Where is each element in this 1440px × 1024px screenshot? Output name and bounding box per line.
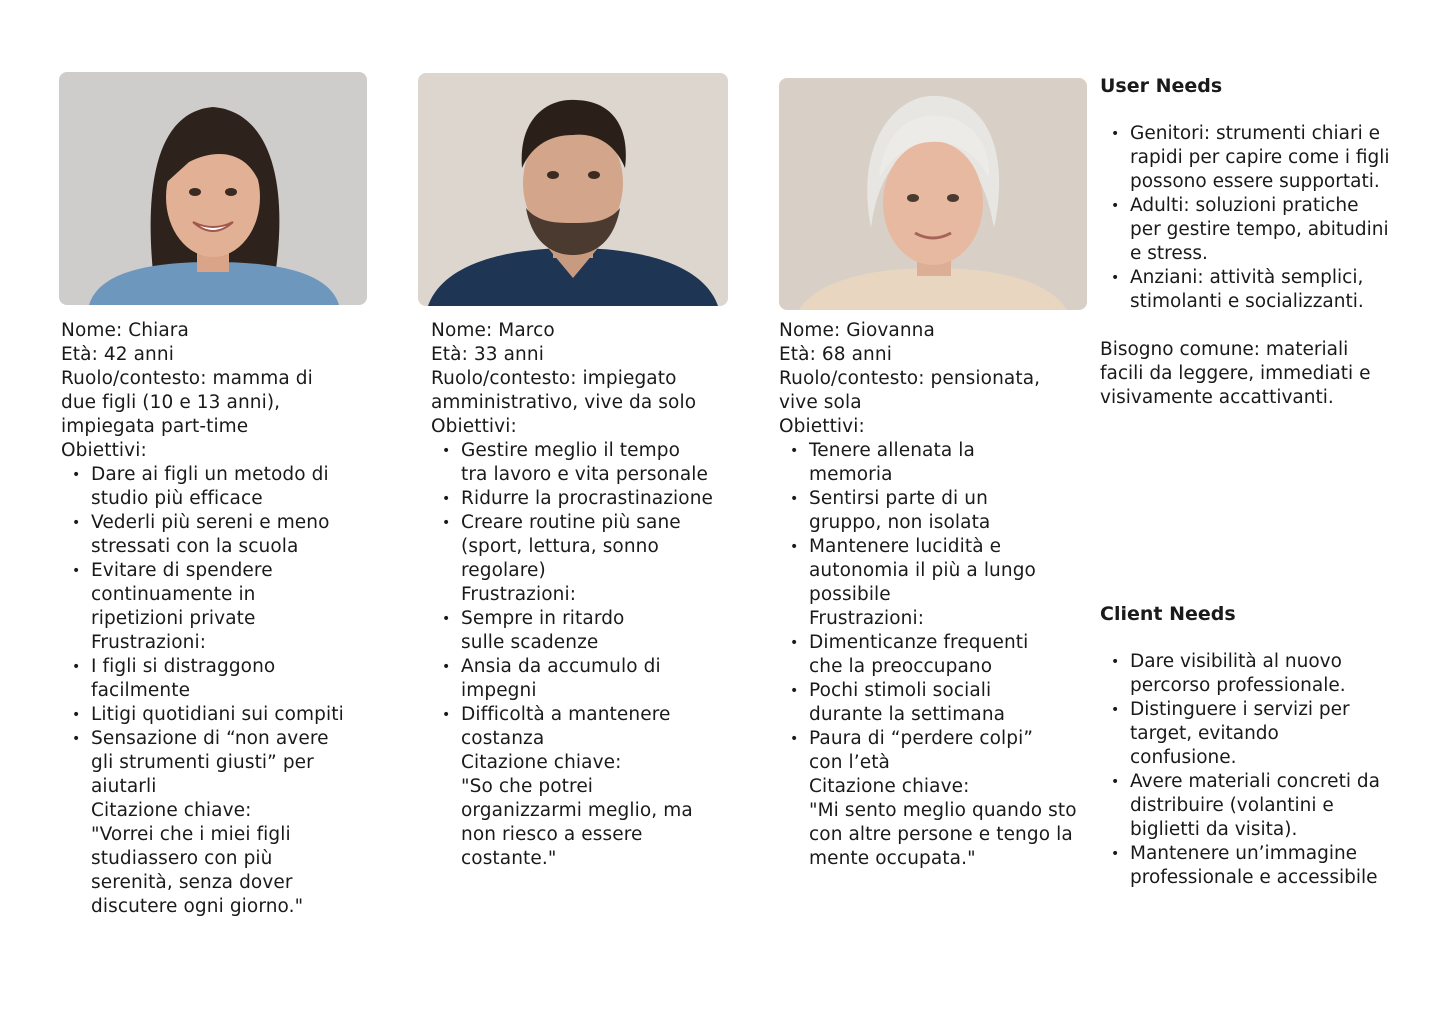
client-needs-section (1100, 602, 1420, 890)
goal-item: • Dare ai figli un metodo di studio più efficace (61, 463, 339, 511)
frustration-item: • Dimenticanze frequenti che la preoccupano (779, 631, 1054, 679)
persona-quote: "Vorrei che i miei figli studiassero con più serenità, senza dover discutere ogni giorno." (91, 824, 304, 917)
frustration-item: • Paura di “perdere colpi” con l’età (779, 727, 1049, 775)
user-needs-title: User Needs (1100, 75, 1223, 97)
client-needs-title: Client Needs (1100, 603, 1236, 625)
woman-portrait-icon (59, 72, 367, 305)
frustration-item: • I figli si distraggono facilmente (61, 655, 361, 703)
goal-item: • Mantenere lucidità e autonomia il più a lungo possibile (779, 535, 1054, 607)
elderly-woman-portrait-icon (779, 78, 1087, 310)
persona-role-line: impiegata part-time (61, 416, 249, 437)
man-portrait-icon (418, 73, 728, 306)
persona-name: Nome: Giovanna (779, 320, 935, 341)
frustrations-list (431, 607, 671, 751)
persona-age: Età: 33 anni (431, 344, 544, 365)
quote-label: Citazione chiave: (91, 800, 252, 821)
frustration-item: • Ansia da accumulo di impegni (431, 655, 671, 703)
client-needs-list (1100, 650, 1405, 890)
frustrations-label: Frustrazioni: (91, 632, 207, 653)
goals-label: Obiettivi: (431, 416, 517, 437)
persona-role-line: amministrativo, vive da solo (431, 392, 697, 413)
goal-item: • Creare routine più sane (sport, lettura, sonno regolare) (431, 511, 711, 583)
persona-photo-giovanna (779, 78, 1087, 310)
client-need-item: • Dare visibilità al nuovo percorso professionale. (1100, 650, 1370, 698)
frustrations-list (779, 631, 1054, 775)
client-need-item: • Distinguere i servizi per target, evitando confusione. (1100, 698, 1370, 770)
frustrations-list (61, 655, 361, 799)
quote-label: Citazione chiave: (461, 752, 622, 773)
persona-photo-marco (418, 73, 728, 306)
persona-age: Età: 68 anni (779, 344, 892, 365)
user-needs-section (1100, 74, 1400, 410)
goal-item: • Evitare di spendere continuamente in ripetizioni private (61, 559, 339, 631)
persona-role-line: due figli (10 e 13 anni), (61, 392, 281, 413)
persona-card-giovanna (779, 319, 1079, 871)
goal-item: • Vederli più sereni e meno stressati con la scuola (61, 511, 339, 559)
user-needs-list (1100, 122, 1390, 314)
persona-photo-chiara (59, 72, 367, 305)
goal-item: • Sentirsi parte di un gruppo, non isolata (779, 487, 1004, 535)
persona-role-line: vive sola (779, 392, 862, 413)
user-need-item: • Anziani: attività semplici, stimolanti e socializzanti. (1100, 266, 1390, 314)
persona-card-marco (431, 319, 741, 871)
persona-role-line: Ruolo/contesto: impiegato (431, 368, 677, 389)
persona-quote: "Mi sento meglio quando sto con altre persone e tengo la mente occupata." (809, 800, 1077, 869)
goals-list (61, 463, 339, 631)
frustration-item: • Difficoltà a mantenere costanza (431, 703, 671, 751)
persona-card-chiara (61, 319, 381, 919)
frustration-item: • Sempre in ritardo sulle scadenze (431, 607, 671, 655)
goal-item: • Gestire meglio il tempo tra lavoro e vita personale (431, 439, 711, 487)
frustration-item: • Sensazione di “non avere gli strumenti giusti” per aiutarli (61, 727, 337, 799)
frustration-item: • Pochi stimoli sociali durante la settimana (779, 679, 1029, 727)
persona-quote: "So che potrei organizzarmi meglio, ma non riesco a essere costante." (461, 776, 693, 869)
frustration-item: • Litigi quotidiani sui compiti (61, 703, 361, 727)
goals-label: Obiettivi: (779, 416, 865, 437)
user-need-item: • Adulti: soluzioni pratiche per gestire tempo, abitudini e stress. (1100, 194, 1390, 266)
persona-age: Età: 42 anni (61, 344, 174, 365)
persona-role-line: Ruolo/contesto: mamma di (61, 368, 313, 389)
quote-label: Citazione chiave: (809, 776, 970, 797)
goal-item: • Tenere allenata la memoria (779, 439, 989, 487)
persona-name: Nome: Marco (431, 320, 555, 341)
user-need-item: • Genitori: strumenti chiari e rapidi per capire come i figli possono essere supportati. (1100, 122, 1390, 194)
client-need-item: • Mantenere un’immagine professionale e accessibile (1100, 842, 1400, 890)
persona-name: Nome: Chiara (61, 320, 189, 341)
goals-list (779, 439, 1054, 607)
goal-item: • Ridurre la procrastinazione (431, 487, 736, 511)
goals-list (431, 439, 736, 583)
goals-label: Obiettivi: (61, 440, 147, 461)
client-need-item: • Avere materiali concreti da distribuire (volantini e biglietti da visita). (1100, 770, 1385, 842)
frustrations-label: Frustrazioni: (809, 608, 925, 629)
frustrations-label: Frustrazioni: (461, 584, 577, 605)
common-need-text: Bisogno comune: materiali facili da leggere, immediati e visivamente accattivanti. (1100, 339, 1371, 408)
persona-role-line: Ruolo/contesto: pensionata, (779, 368, 1041, 389)
